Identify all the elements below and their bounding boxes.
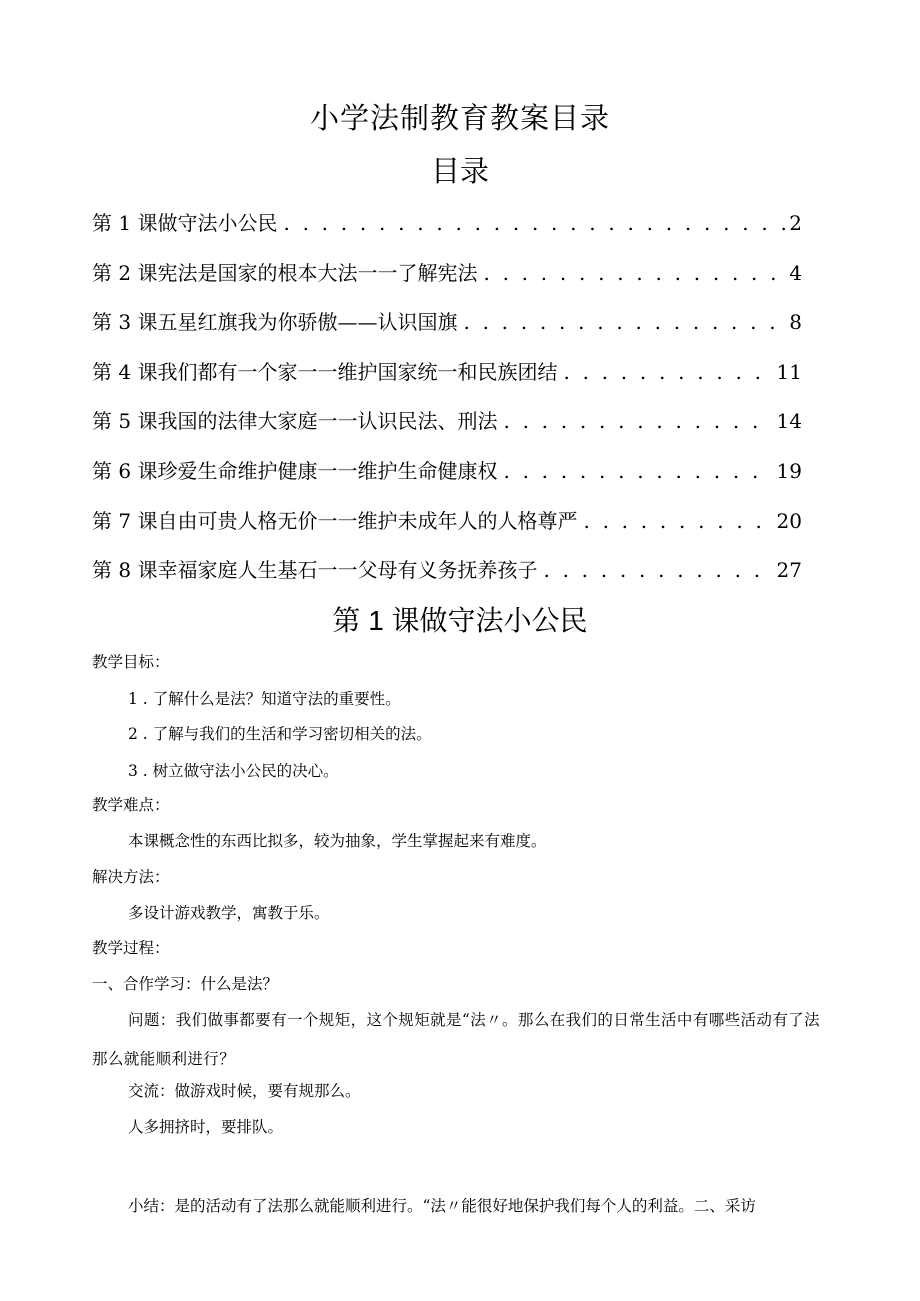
toc-entry-title: 第 1 课做守法小公民 <box>92 211 278 235</box>
toc-entry[interactable] <box>92 203 802 253</box>
method-label: 解决方法： <box>92 868 170 886</box>
toc-entry-page: 20 <box>776 508 802 533</box>
goal-item: 3 . 树立做守法小公民的决心。 <box>128 762 339 780</box>
method-text: 多设计游戏教学，寓教于乐。 <box>128 904 330 922</box>
toc-entry-title: 第 3 课五星红旗我为你骄傲——认识国旗 <box>92 310 458 335</box>
toc-dot-leader <box>483 253 785 293</box>
toc-entry-page: 8 <box>789 310 802 335</box>
toc-entry[interactable] <box>92 401 802 451</box>
toc-entry-title: 第 7 课自由可贵人格无价一一维护未成年人的人格尊严 <box>92 508 578 533</box>
section-title: 一、合作学习：什么是法？ <box>92 975 279 993</box>
toc-entry[interactable] <box>92 501 802 551</box>
goal-item: 2 . 了解与我们的生活和学习密切相关的法。 <box>128 725 432 743</box>
toc-dot-leader <box>283 203 785 243</box>
toc-dot-leader <box>503 451 772 491</box>
toc-entry-title: 第 4 课我们都有一个家一一维护国家统一和民族团结 <box>92 359 558 384</box>
goal-item: 1 . 了解什么是法？知道守法的重要性。 <box>128 690 401 708</box>
toc-entry-page: 4 <box>789 260 802 285</box>
goals-label: 教学目标： <box>92 653 170 671</box>
difficulty-label: 教学难点： <box>92 796 170 814</box>
summary-text: 小结：是的活动有了法那么就能顺利进行。“法〃能很好地保护我们每个人的利益。二、采访 <box>128 1197 756 1215</box>
toc-dot-leader <box>543 550 772 590</box>
toc-heading: 目录 <box>430 154 489 188</box>
toc-entry[interactable] <box>92 451 802 501</box>
toc-dot-leader <box>583 501 772 541</box>
toc-entry-title: 第 2 课宪法是国家的根本大法一一了解宪法 <box>92 260 478 285</box>
toc-entry-page: 27 <box>776 558 802 583</box>
toc-entry-title: 第 5 课我国的法律大家庭一一认识民法、刑法 <box>92 409 498 434</box>
exchange-text: 交流：做游戏时候，要有规那么。 <box>128 1082 361 1100</box>
toc-entry-title: 第 6 课珍爱生命维护健康一一维护生命健康权 <box>92 458 498 483</box>
table-of-contents <box>92 203 802 600</box>
lesson-heading: 第 1 课做守法小公民 <box>332 605 588 636</box>
toc-entry-page: 19 <box>776 458 802 483</box>
toc-entry-title: 第 8 课幸福家庭人生基石一一父母有义务抚养孩子 <box>92 558 538 583</box>
difficulty-text: 本课概念性的东西比拟多，较为抽象，学生掌握起来有难度。 <box>128 832 547 850</box>
toc-entry[interactable] <box>92 253 802 303</box>
toc-entry[interactable] <box>92 550 802 600</box>
toc-dot-leader <box>563 352 772 392</box>
process-label: 教学过程： <box>92 939 170 957</box>
queue-text: 人多拥挤时，要排队。 <box>128 1118 284 1136</box>
document-title: 小学法制教育教案目录 <box>309 101 610 135</box>
toc-entry-page: 11 <box>776 359 802 384</box>
toc-entry-page: 2 <box>789 211 802 235</box>
toc-entry[interactable] <box>92 302 802 352</box>
question-paragraph: 问题：我们做事都要有一个规矩，这个规矩就是“法〃。那么在我们的日常生活中有哪些活动有了法那么就能顺利进行？ <box>92 1011 821 1068</box>
toc-entry-page: 14 <box>776 409 802 434</box>
toc-dot-leader <box>503 401 772 441</box>
toc-entry[interactable] <box>92 352 802 402</box>
toc-dot-leader <box>463 302 785 342</box>
